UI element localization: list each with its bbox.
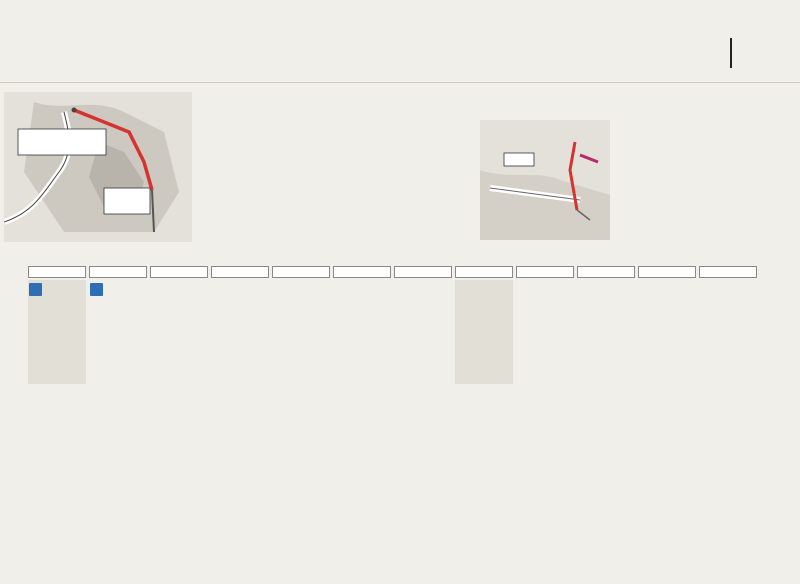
day-header — [577, 266, 635, 278]
top-rule — [0, 82, 800, 83]
borne-map — [4, 92, 192, 242]
weerselo-map — [480, 120, 610, 240]
day-header — [211, 266, 269, 278]
day-header — [394, 266, 452, 278]
timeline-item-1 — [29, 283, 85, 299]
day-header — [89, 266, 147, 278]
page-bar — [730, 38, 732, 68]
day-header — [516, 266, 574, 278]
day-header — [150, 266, 208, 278]
day-column — [455, 280, 513, 384]
step-badge — [29, 283, 42, 296]
step-badge — [90, 283, 103, 296]
timeline-item-2 — [90, 283, 146, 299]
day-header — [272, 266, 330, 278]
day-header — [28, 266, 86, 278]
day-header — [333, 266, 391, 278]
day-header — [638, 266, 696, 278]
day-header — [699, 266, 757, 278]
header-date — [588, 24, 591, 34]
day-header — [455, 266, 513, 278]
